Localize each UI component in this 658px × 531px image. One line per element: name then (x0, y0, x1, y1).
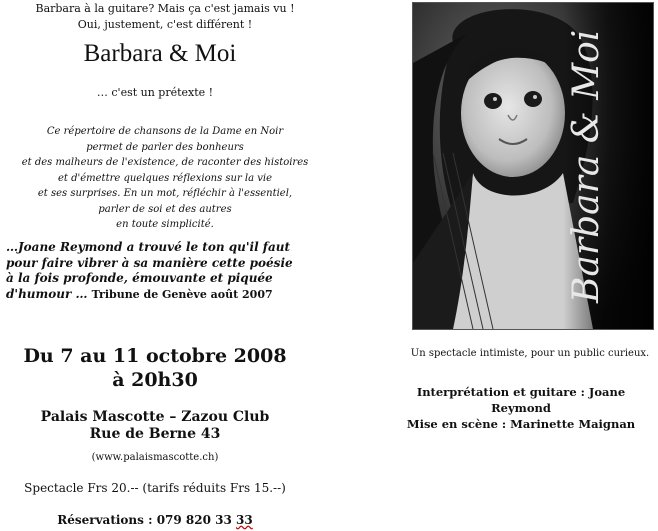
venue-name: Palais Mascotte – Zazou Club (40, 409, 270, 425)
venue (0, 409, 310, 443)
quote-ellipsis: … (75, 286, 88, 301)
child-portrait-image (413, 3, 653, 329)
description-line: permet de parler des bonheurs (86, 141, 244, 153)
quote-line: …Joane Reymond a trouvé le ton qu'il faut (6, 240, 291, 254)
description-line: et ses surprises. En un mot, réfléchir à l'essentiel, (37, 188, 293, 199)
credit-performer: Interprétation et guitare : Joane Reymond (416, 385, 626, 415)
reservations (0, 513, 310, 527)
tagline: … c'est un prétexte ! (96, 86, 214, 99)
quote-line: à la fois profonde, émouvante et piquée (6, 271, 273, 285)
photo-caption: Un spectacle intimiste, pour un public curieux. (410, 348, 650, 359)
description-line: et des malheurs de l'existence, de raconter des histoires (21, 157, 309, 168)
photo-overlay-title: Barbara & Moi (566, 29, 607, 303)
quote-line: pour faire vibrer à sa manière cette poésie (6, 255, 293, 270)
show-title: Barbara & Moi (83, 40, 237, 67)
intro-line-2: Oui, justement, c'est différent ! (77, 18, 253, 31)
poster-photo (412, 2, 654, 330)
dates-line: Du 7 au 11 octobre 2008 (23, 345, 287, 367)
intro-line-1: Barbara à la guitare? Mais ça c'est jamais vu ! (35, 2, 295, 15)
description-line: en toute simplicité. (116, 219, 214, 230)
venue-street: Rue de Berne 43 (89, 426, 221, 442)
description-line: et d'émettre quelques réflexions sur la vie (57, 172, 273, 184)
time-line: à 20h30 (112, 369, 198, 391)
quote-source: Tribune de Genève août 2007 (91, 287, 273, 301)
credit-director: Mise en scène : Marinette Maignan (406, 417, 636, 431)
description-line: Ce répertoire de chansons de la Dame en Noir (46, 126, 284, 137)
venue-website-link[interactable]: (www.palaismascotte.ch) (91, 452, 219, 463)
reservations-last-digits: 33 (236, 513, 253, 527)
ticket-price: Spectacle Frs 20.-- (tarifs réduits Frs 15.--) (24, 481, 286, 495)
credits (385, 384, 657, 432)
description (0, 124, 330, 233)
description-line: parler de soi et des autres (98, 203, 232, 215)
reservations-label: Réservations : 079 820 33 (57, 513, 237, 527)
quote-line: d'humour (6, 286, 76, 301)
quote-line-last (6, 287, 326, 303)
show-dates (0, 344, 310, 392)
press-quote (6, 240, 326, 302)
